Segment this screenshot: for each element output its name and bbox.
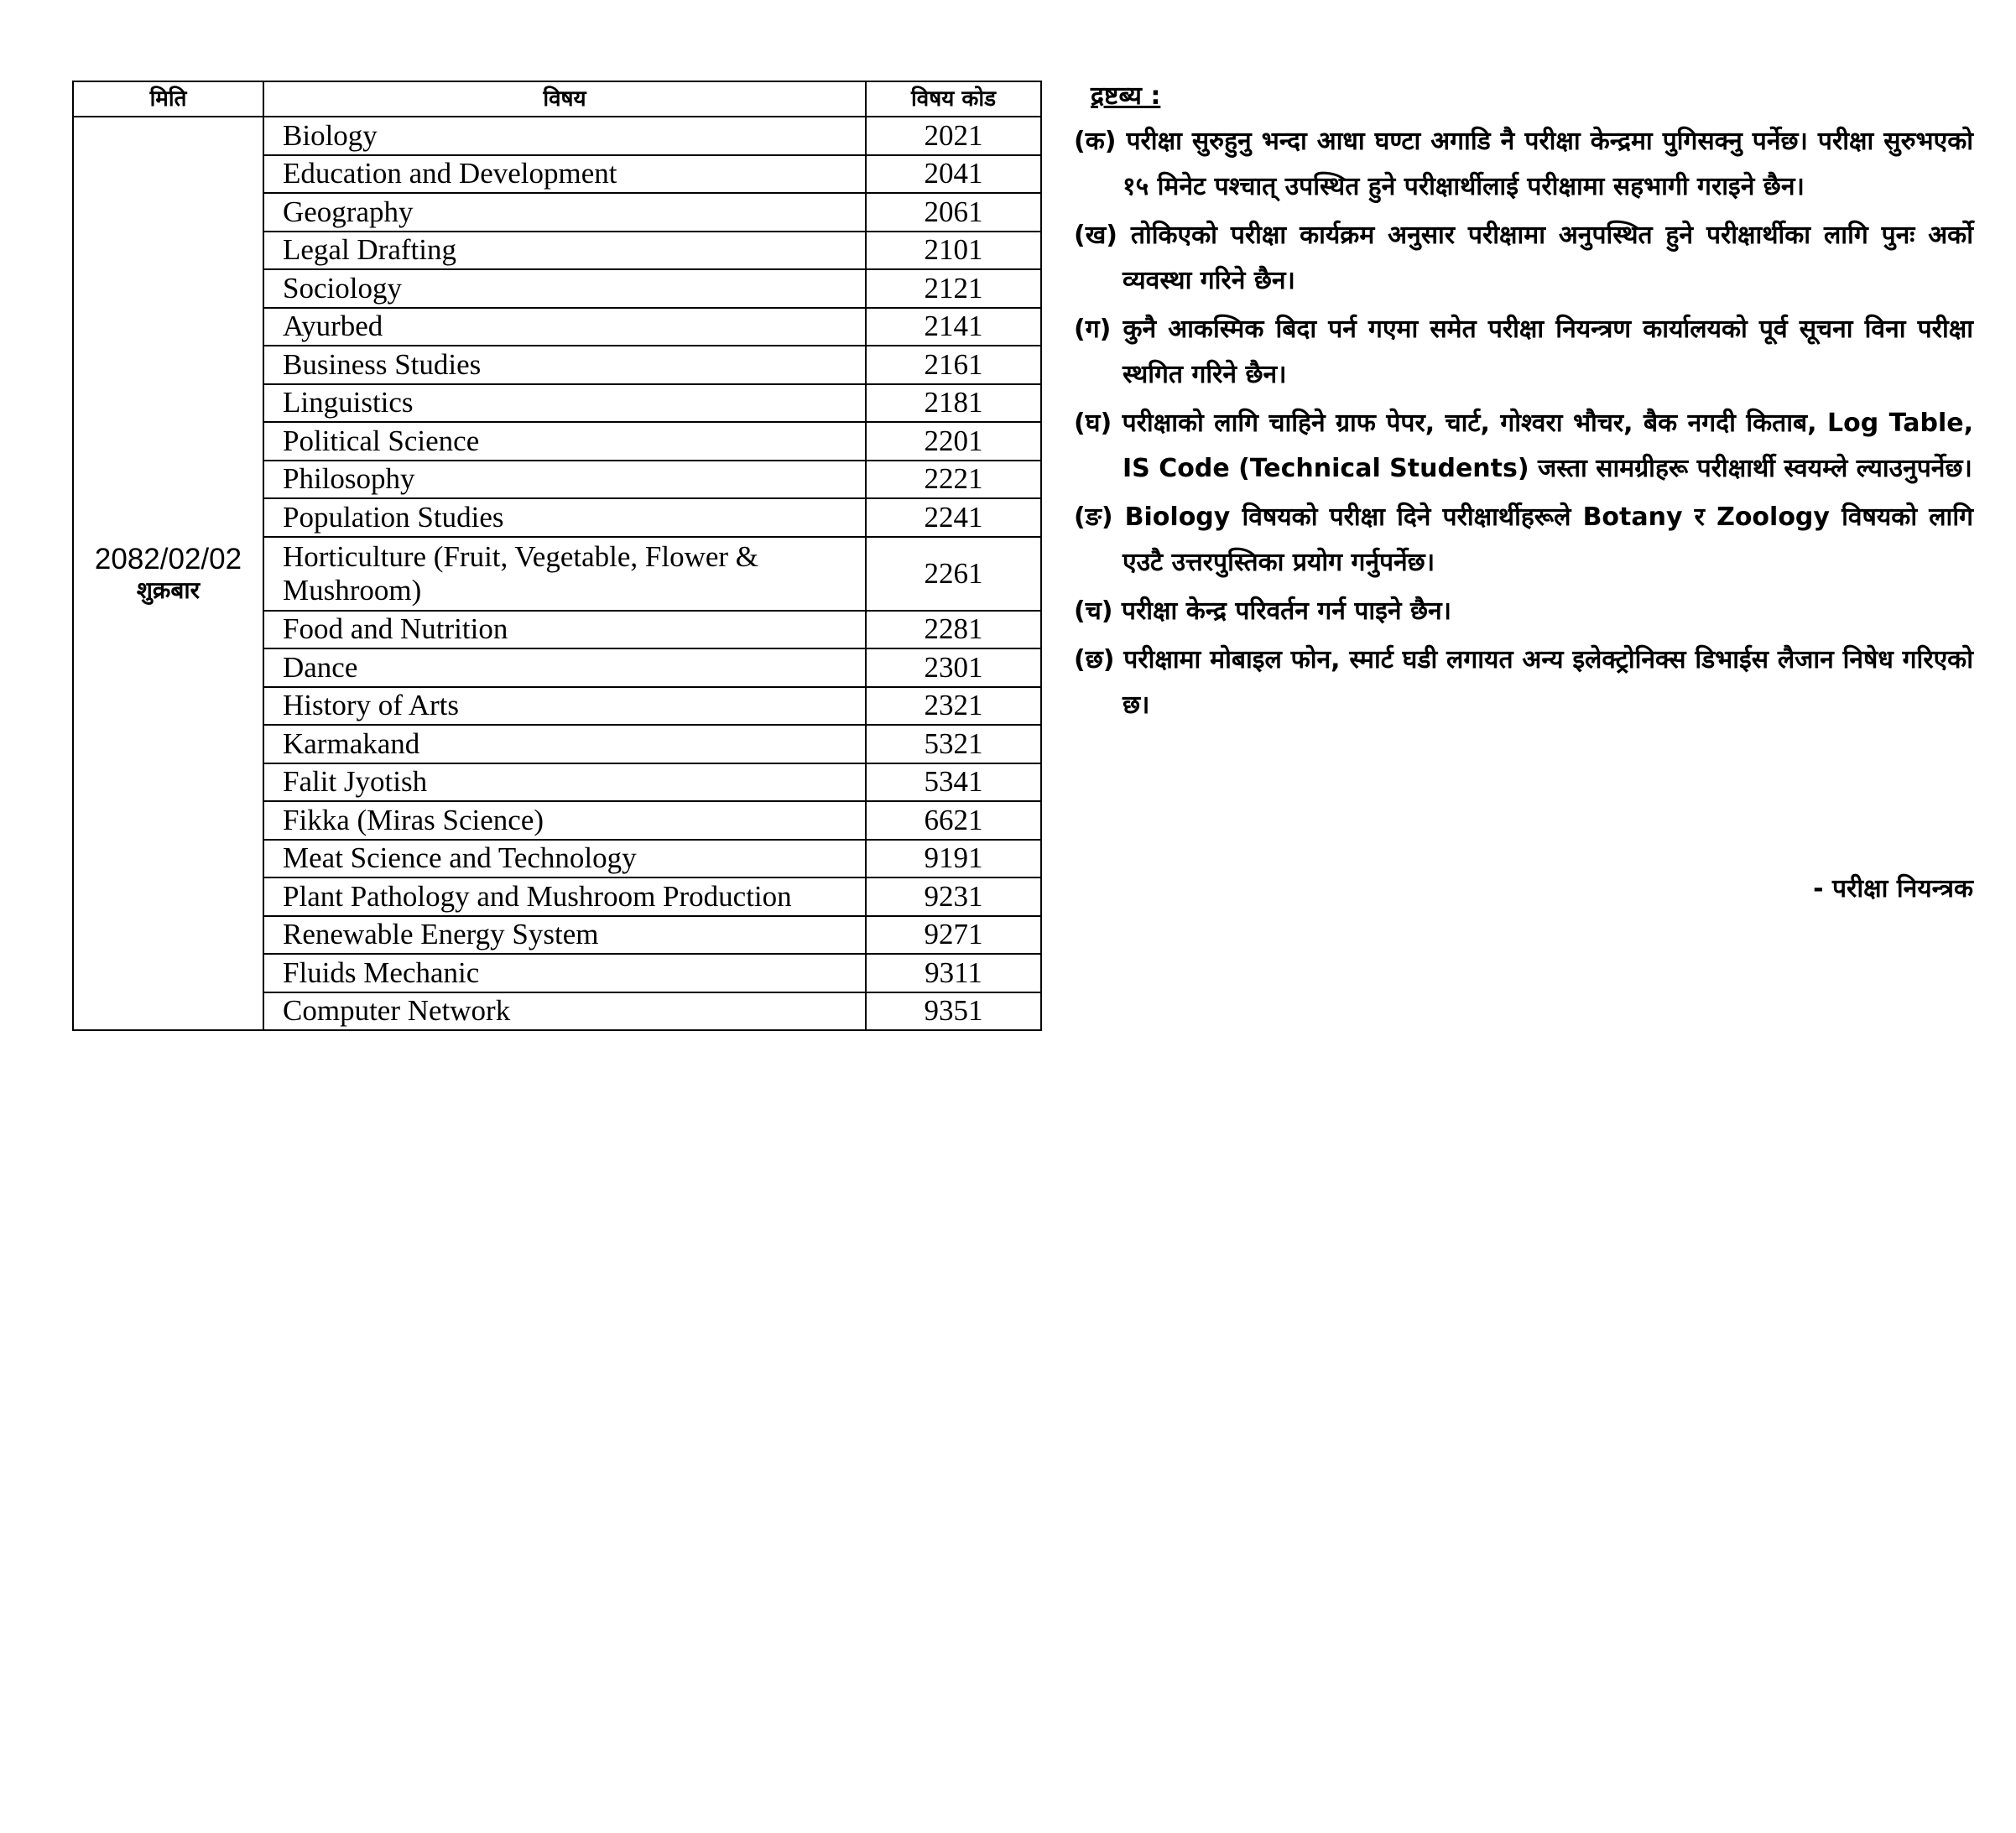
- subject-code: 2121: [866, 269, 1041, 308]
- subject-code: 2261: [866, 537, 1041, 611]
- subject-name: Biology: [263, 117, 866, 155]
- subject-code: 2021: [866, 117, 1041, 155]
- subject-code: 2101: [866, 232, 1041, 270]
- subject-name: Fikka (Miras Science): [263, 801, 866, 840]
- subject-name: Political Science: [263, 422, 866, 461]
- header-code: विषय कोड: [866, 81, 1041, 117]
- subject-code: 6621: [866, 801, 1041, 840]
- notes-section: [1074, 74, 1973, 732]
- signature: - परीक्षा नियन्त्रक: [1813, 874, 1973, 903]
- note-item: (ङ) Biology विषयको परीक्षा दिने परीक्षार्थीहरूले Botany र Zoology विषयको लागि एउटै उत्तरपुस्तिका प्रयोग गर्नुपर्नेछ।: [1074, 503, 1973, 577]
- subject-code: 2301: [866, 648, 1041, 687]
- note-item: (घ) परीक्षाको लागि चाहिने ग्राफ पेपर, चार्ट, गोश्वरा भौचर, बैक नगदी किताब, Log Table, IS Code (Technical Students) जस्ता सामग्रीहरू परीक्षार्थी स्वयम्ले ल्याउनुपर्नेछ।: [1074, 409, 1973, 483]
- header-subject: विषय: [263, 81, 866, 117]
- subject-name: Plant Pathology and Mushroom Production: [263, 877, 866, 916]
- subject-name: Sociology: [263, 269, 866, 308]
- subject-code: 2041: [866, 155, 1041, 194]
- subject-name: Meat Science and Technology: [263, 840, 866, 878]
- exam-day: शुक्रबार: [136, 575, 201, 604]
- subject-name: Ayurbed: [263, 308, 866, 346]
- subject-name: Education and Development: [263, 155, 866, 194]
- note-item: (ख) तोकिएको परीक्षा कार्यक्रम अनुसार परीक्षामा अनुपस्थित हुने परीक्षार्थीका लागि पुनः अर्को व्यवस्था गरिने छैन।: [1074, 221, 1973, 295]
- subject-code: 2321: [866, 687, 1041, 726]
- subject-name: Computer Network: [263, 992, 866, 1031]
- subject-code: 5321: [866, 725, 1041, 763]
- note-item: (च) परीक्षा केन्द्र परिवर्तन गर्न पाइने छैन।: [1074, 596, 1452, 626]
- subject-code: 2061: [866, 193, 1041, 232]
- note-item: (ग) कुनै आकस्मिक बिदा पर्न गएमा समेत परीक्षा नियन्त्रण कार्यालयको पूर्व सूचना विना परीक्षा स्थगित गरिने छैन।: [1074, 315, 1973, 389]
- subject-name: Food and Nutrition: [263, 611, 866, 649]
- subject-code: 2281: [866, 611, 1041, 649]
- note-item: (छ) परीक्षामा मोबाइल फोन, स्मार्ट घडी लगायत अन्य इलेक्ट्रोनिक्स डिभाईस लैजान निषेध गरिएको छ।: [1074, 645, 1973, 720]
- note-item: (क) परीक्षा सुरुहुनु भन्दा आधा घण्टा अगाडि नै परीक्षा केन्द्रमा पुगिसक्नु पर्नेछ। परीक्षा सुरुभएको १५ मिनेट पश्चात् उपस्थित हुने परीक्षार्थीलाई परीक्षामा सहभागी गराइने छैन।: [1074, 127, 1973, 201]
- subject-name: Legal Drafting: [263, 232, 866, 270]
- subject-code: 2221: [866, 461, 1041, 499]
- notes-title: द्रष्टब्य :: [1091, 81, 1161, 111]
- exam-date: 2082/02/02: [94, 542, 242, 575]
- date-cell: [73, 117, 263, 1030]
- subject-name: Horticulture (Fruit, Vegetable, Flower & Mushroom): [263, 537, 866, 611]
- exam-schedule-table: [72, 81, 1042, 1031]
- subject-name: Business Studies: [263, 346, 866, 384]
- subject-code: 2181: [866, 384, 1041, 423]
- subject-code: 2241: [866, 498, 1041, 537]
- subject-name: Dance: [263, 648, 866, 687]
- subject-code: 2161: [866, 346, 1041, 384]
- subject-code: 9351: [866, 992, 1041, 1031]
- subject-name: Renewable Energy System: [263, 916, 866, 955]
- subject-code: 9231: [866, 877, 1041, 916]
- table-header-row: [73, 81, 1041, 117]
- subject-code: 9271: [866, 916, 1041, 955]
- subject-name: Linguistics: [263, 384, 866, 423]
- subject-name: Geography: [263, 193, 866, 232]
- subject-code: 9311: [866, 954, 1041, 992]
- table-row: [73, 117, 1041, 155]
- subject-name: Fluids Mechanic: [263, 954, 866, 992]
- subject-code: 2201: [866, 422, 1041, 461]
- header-date: मिति: [73, 81, 263, 117]
- subject-name: History of Arts: [263, 687, 866, 726]
- subject-code: 9191: [866, 840, 1041, 878]
- subject-code: 5341: [866, 763, 1041, 802]
- subject-code: 2141: [866, 308, 1041, 346]
- subject-name: Karmakand: [263, 725, 866, 763]
- subject-name: Philosophy: [263, 461, 866, 499]
- subject-name: Population Studies: [263, 498, 866, 537]
- subject-name: Falit Jyotish: [263, 763, 866, 802]
